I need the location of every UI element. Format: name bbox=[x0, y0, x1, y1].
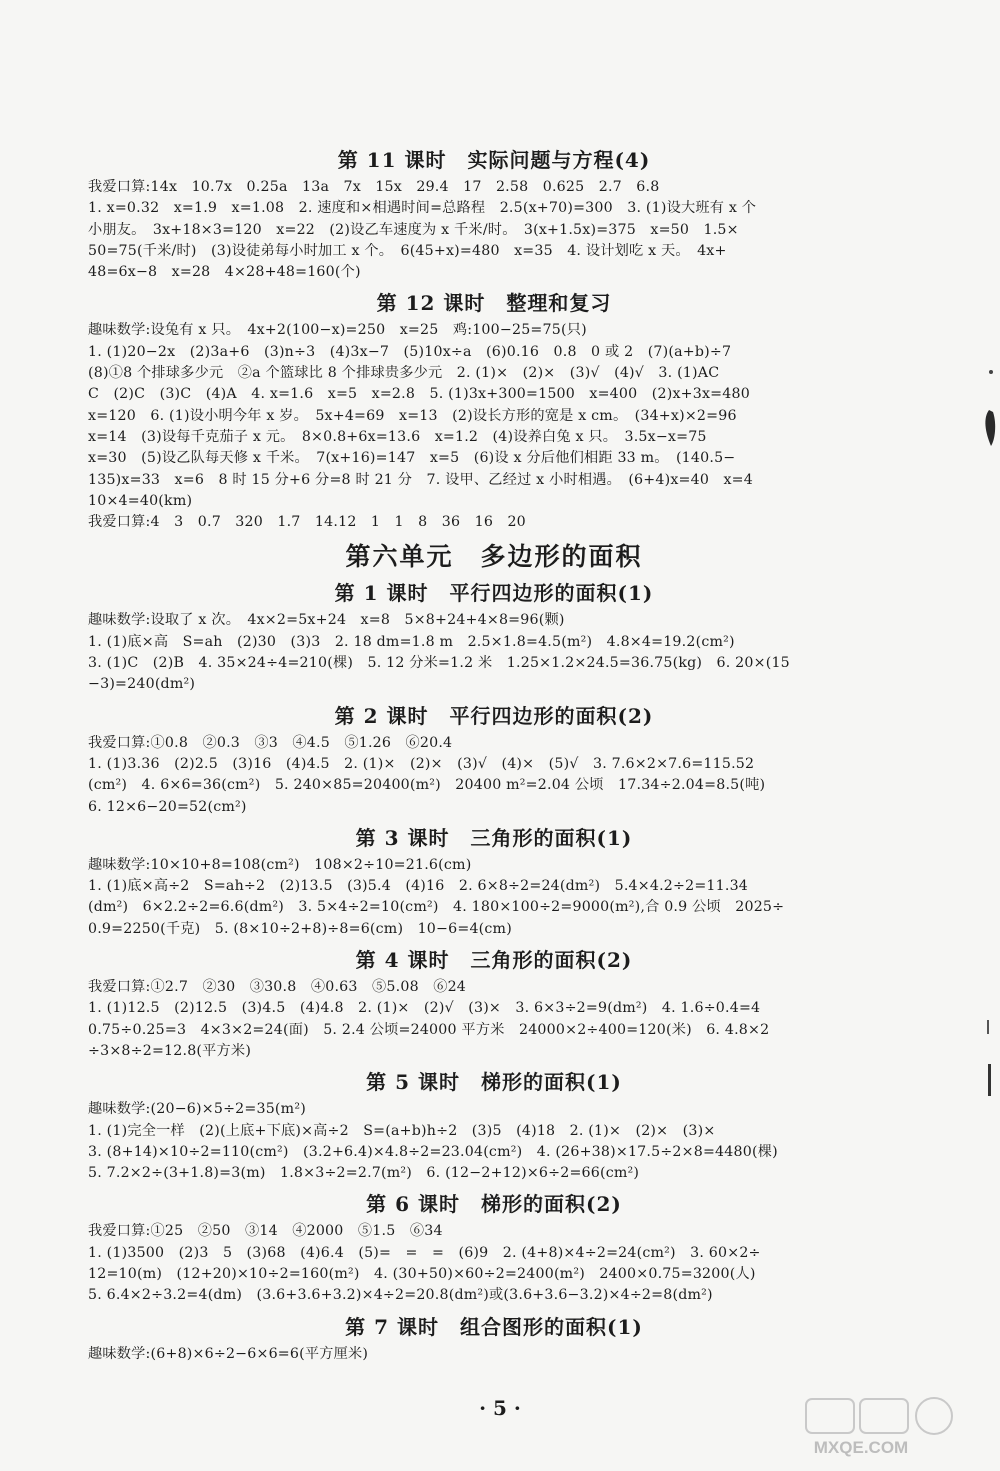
watermark-text: MXQE.COM bbox=[813, 1438, 909, 1457]
answer-line: 1. (1)3.36 (2)2.5 (3)16 (4)4.5 2. (1)× (2)× (3)√ (4)× (5)√ 3. 7.6×2×7.6=115.52 bbox=[88, 755, 755, 772]
lesson-heading: 第 11 课时 实际问题与方程(4) bbox=[337, 148, 651, 172]
answer-line: ÷3×8÷2=12.8(平方米) bbox=[88, 1042, 252, 1059]
answer-line: 1. (1)底×高÷2 S=ah÷2 (2)13.5 (3)5.4 (4)16 2. 6×8÷2=24(dm²) 5.4×4.2÷2=11.34 bbox=[88, 878, 749, 895]
answer-line: 我爱口算:4 3 0.7 320 1.7 14.12 1 1 8 36 16 20 bbox=[88, 514, 526, 531]
answer-line: 1. (1)底×高 S=ah (2)30 (3)3 2. 18 dm=1.8 m 2.5×1.8=4.5(m²) 4.8×4=19.2(cm²) bbox=[88, 633, 735, 650]
answer-line: 48=6x−8 x=28 4×28+48=160(个) bbox=[88, 264, 361, 281]
page-number: · 5 · bbox=[479, 1396, 521, 1420]
answer-line: x=14 (3)设每千克茄子 x 元。 8×0.8+6x=13.6 x=1.2 (4)设养白兔 x 只。 3.5x−x=75 bbox=[88, 428, 707, 445]
answer-line: C (2)C (3)C (4)A 4. x=1.6 x=5 x=2.8 5. (1)3x+300=1500 x=400 (2)x+3x=480 bbox=[88, 386, 750, 403]
answer-line: 3. (8+14)×10÷2=110(cm²) (3.2+6.4)×4.8÷2=23.04(cm²) 4. (26+38)×17.5÷2×8=4480(棵) bbox=[88, 1143, 778, 1160]
lesson-heading: 第 3 课时 三角形的面积(1) bbox=[355, 825, 633, 850]
lesson-heading: 第 12 课时 整理和复习 bbox=[376, 291, 612, 316]
lesson-heading: 第 6 课时 梯形的面积(2) bbox=[366, 1192, 622, 1217]
answer-line: x=30 (5)设乙队每天修 x 千米。 7(x+16)=147 x=5 (6)设 x 分后他们相距 33 m。 (140.5− bbox=[88, 450, 736, 467]
answer-line: 5. 6.4×2÷3.2=4(dm) (3.6+3.6+3.2)×4÷2=20.8(dm²)或(3.6+3.6−3.2)×4÷2=8(dm²) bbox=[88, 1287, 713, 1304]
answer-line: x=120 6. (1)设小明今年 x 岁。 5x+4=69 x=13 (2)设长方形的宽是 x cm。 (34+x)×2=96 bbox=[88, 407, 737, 424]
answer-line: 趣味数学:(6+8)×6÷2−6×6=6(平方厘米) bbox=[88, 1345, 369, 1362]
watermark-logo bbox=[746, 1397, 976, 1457]
answer-line: 1. (1)完全一样 (2)(上底+下底)×高÷2 S=(a+b)h÷2 (3)5 (4)18 2. (1)× (2)× (3)× bbox=[88, 1122, 716, 1139]
scan-edge-mark bbox=[975, 360, 1000, 470]
lesson-heading: 第 5 课时 梯形的面积(1) bbox=[366, 1070, 622, 1095]
answer-line: 趣味数学:10×10+8=108(cm²) 108×2÷10=21.6(cm) bbox=[88, 856, 472, 873]
answer-line: 135)x=33 x=6 8 时 15 分+6 分=8 时 21 分 7. 设甲、乙经过 x 小时相遇。 (6+4)x=40 x=4 bbox=[88, 471, 753, 488]
answer-line: 0.9=2250(千克) 5. (8×10÷2+8)÷8=6(cm) 10−6=4(cm) bbox=[88, 920, 512, 937]
answer-line: (cm²) 4. 6×6=36(cm²) 5. 240×85=20400(m²) 20400 m²=2.04 公顷 17.34÷2.04=8.5(吨) bbox=[88, 777, 766, 794]
answer-line: (dm²) 6×2.2÷2=6.6(dm²) 3. 5×4÷2=10(cm²) 4. 180×100÷2=9000(m²),合 0.9 公顷 2025÷ bbox=[88, 899, 785, 916]
answer-line: 1. (1)12.5 (2)12.5 (3)4.5 (4)4.8 2. (1)× (2)√ (3)× 3. 6×3÷2=9(dm²) 4. 1.6÷0.4=4 bbox=[88, 1000, 761, 1017]
answer-line: 10×4=40(km) bbox=[88, 492, 193, 509]
answer-line: 1. (1)20−2x (2)3a+6 (3)n÷3 (4)3x−7 (5)10x÷a (6)0.16 0.8 0 或 2 (7)(a+b)÷7 bbox=[88, 343, 732, 360]
answer-line: 1. x=0.32 x=1.9 x=1.08 2. 速度和×相遇时间=总路程 2.5(x+70)=300 3. (1)设大班有 x 个 bbox=[88, 200, 757, 217]
lesson-heading: 第 1 课时 平行四边形的面积(1) bbox=[334, 581, 654, 606]
unit-heading: 第六单元 多边形的面积 bbox=[345, 542, 643, 572]
answer-line: 50=75(千米/时) (3)设徒弟每小时加工 x 个。 6(45+x)=480 x=35 4. 设计划吃 x 天。 4x+ bbox=[88, 242, 727, 259]
lesson-heading: 第 2 课时 平行四边形的面积(2) bbox=[334, 703, 654, 728]
answer-line: 3. (1)C (2)B 4. 35×24÷4=210(棵) 5. 12 分米=1.2 米 1.25×1.2×24.5=36.75(kg) 6. 20×(15 bbox=[88, 655, 790, 672]
answer-line: 我爱口算:①2.7 ②30 ③30.8 ④0.63 ⑤5.08 ⑥24 bbox=[88, 979, 467, 996]
answer-line: 我爱口算:①0.8 ②0.3 ③3 ④4.5 ⑤1.26 ⑥20.4 bbox=[88, 734, 453, 751]
answer-line: 小朋友。 3x+18×3=120 x=22 (2)设乙车速度为 x 千米/时。 3(x+1.5x)=375 x=50 1.5× bbox=[88, 221, 739, 238]
answer-line: −3)=240(dm²) bbox=[88, 676, 196, 693]
lesson-heading: 第 4 课时 三角形的面积(2) bbox=[355, 948, 633, 973]
answer-line: 0.75÷0.25=3 4×3×2=24(面) 5. 2.4 公顷=24000 平方米 24000×2÷400=120(米) 6. 4.8×2 bbox=[88, 1021, 770, 1038]
lesson-heading: 第 7 课时 组合图形的面积(1) bbox=[345, 1314, 643, 1339]
answer-line: 我爱口算:①25 ②50 ③14 ④2000 ⑤1.5 ⑥34 bbox=[88, 1223, 443, 1240]
answer-line: 1. (1)3500 (2)3 5 (3)68 (4)6.4 (5)= = = (6)9 2. (4+8)×4÷2=24(cm²) 3. 60×2÷ bbox=[88, 1244, 761, 1261]
answer-line: 5. 7.2×2÷(3+1.8)=3(m) 1.8×3÷2=2.7(m²) 6. (12−2+12)×6÷2=66(cm²) bbox=[88, 1165, 640, 1182]
answer-line: 6. 12×6−20=52(cm²) bbox=[88, 798, 247, 815]
scan-edge-mark bbox=[983, 1020, 995, 1100]
answer-line: 趣味数学:设取了 x 次。 4x×2=5x+24 x=8 5×8+24+4×8=96(颗) bbox=[88, 612, 565, 629]
answer-line: 趣味数学:(20−6)×5÷2=35(m²) bbox=[88, 1101, 306, 1118]
answer-line: 12=10(m) (12+20)×10÷2=160(m²) 4. (30+50)×60÷2=2400(m²) 2400×0.75=3200(人) bbox=[88, 1265, 756, 1282]
answer-line: 我爱口算:14x 10.7x 0.25a 13a 7x 15x 29.4 17 2.58 0.625 2.7 6.8 bbox=[88, 179, 660, 195]
answer-line: 趣味数学:设兔有 x 只。 4x+2(100−x)=250 x=25 鸡:100−25=75(只) bbox=[88, 322, 587, 339]
answer-content bbox=[88, 140, 900, 1365]
answer-line: (8)①8 个排球多少元 ②a 个篮球比 8 个排球贵多少元 2. (1)× (2)× (3)√ (4)√ 3. (1)AC bbox=[88, 365, 720, 382]
